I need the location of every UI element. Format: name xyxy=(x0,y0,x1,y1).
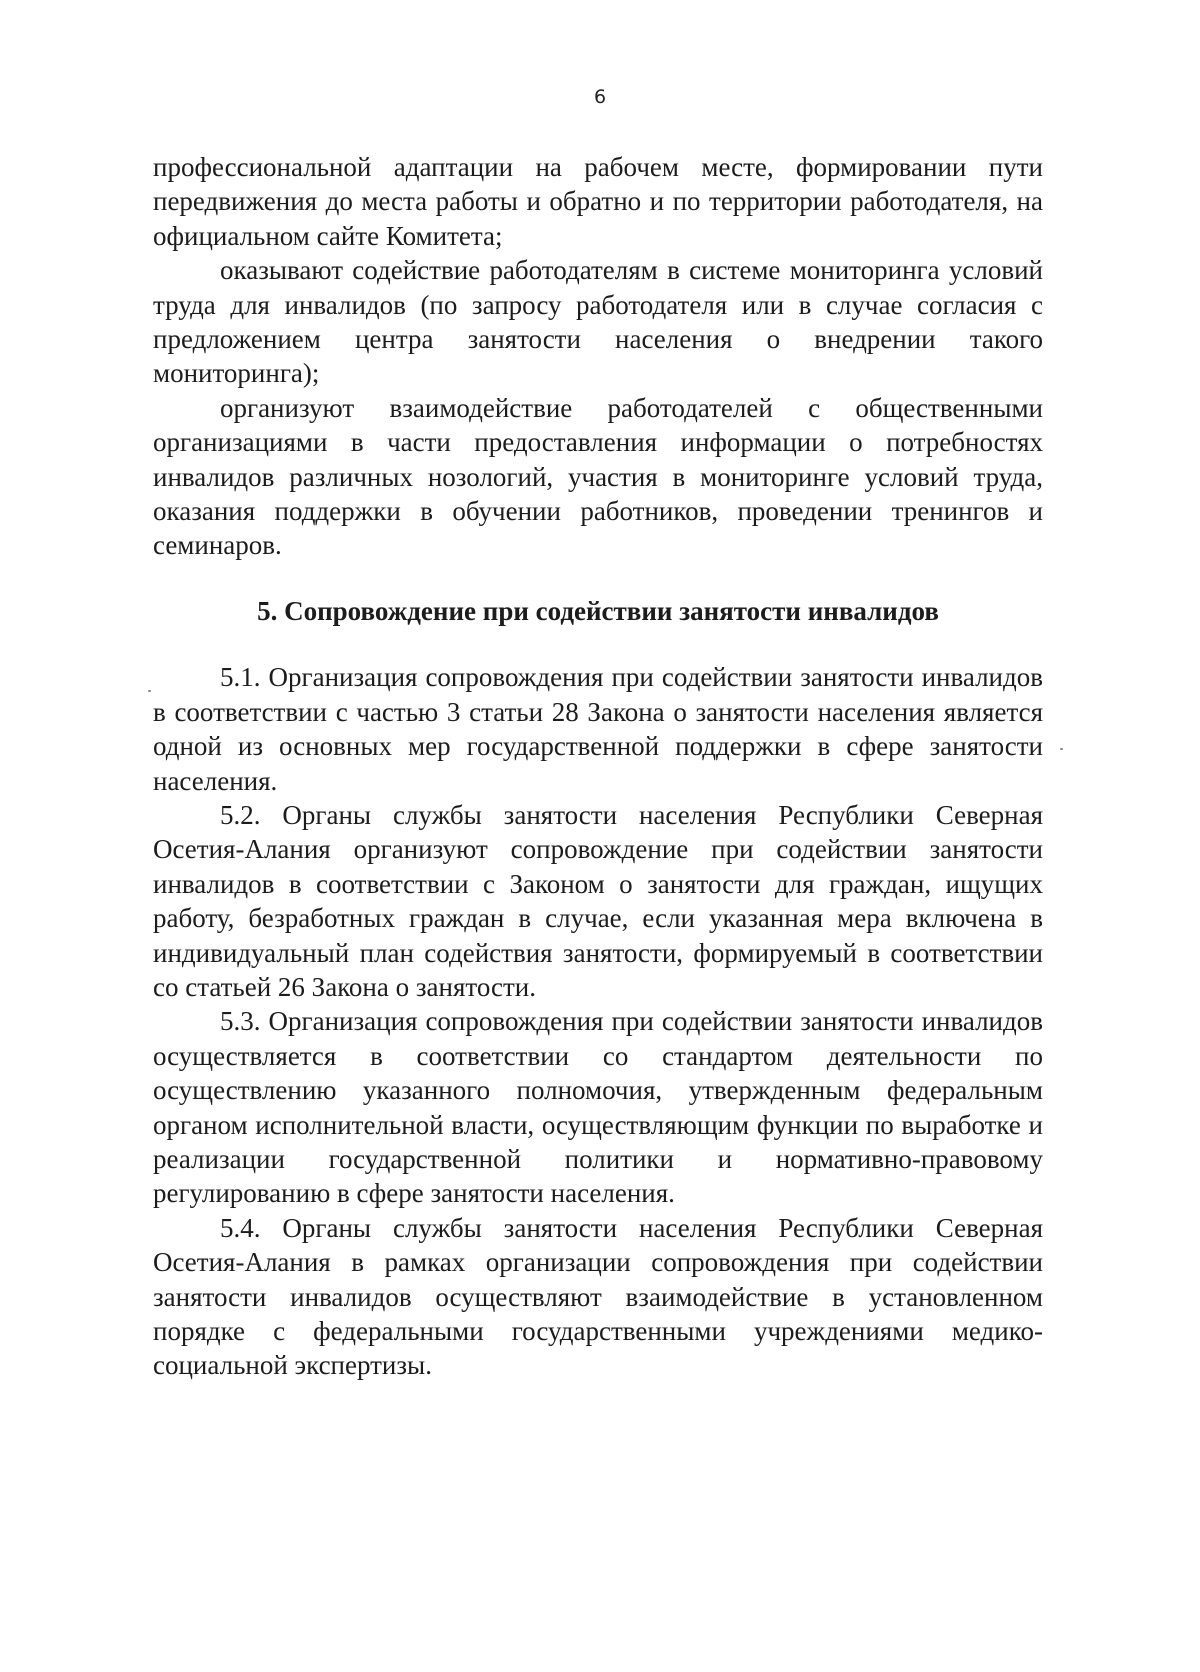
page-number: 6 xyxy=(593,86,607,108)
paragraph-monitoring-assistance: оказывают содействие работодателям в системе мониторинга условий труда для инвалидов (по запросу работодателя или в случае согласия с предложением центра занятости населения о внедрении такого мониторинга); xyxy=(153,255,1043,389)
paragraph-public-organizations: организуют взаимодействие работодателей с общественными организациями в части предоставления информации о потребностях инвалидов различных нозологий, участия в мониторинге условий труда, оказания поддержки в обучении работников, проведении тренингов и семинаров. xyxy=(153,392,1043,561)
document-body xyxy=(153,150,1043,1383)
paragraph-5-4: 5.4. Органы службы занятости населения Республики Северная Осетия-Алания в рамках организации сопровождения при содействии занятости инвалидов осуществляют взаимодействие в установленном порядке с федеральными государственными учреждениями медико-социальной экспертизы. xyxy=(153,1212,1043,1381)
scan-speck xyxy=(1060,748,1063,750)
paragraph-5-3: 5.3. Организация сопровождения при содействии занятости инвалидов осуществляется в соответствии со стандартом деятельности по осуществлению указанного полномочия, утвержденным федеральным органом исполнительной власти, осуществляющим функции по выработке и реализации государственной политики и нормативно-правовому регулированию в сфере занятости населения. xyxy=(153,1006,1043,1209)
section-heading: 5. Сопровождение при содействии занятости инвалидов xyxy=(257,595,939,626)
paragraph-continuation: профессиональной адаптации на рабочем месте, формировании пути передвижения до места работы и обратно и по территории работодателя, на официальном сайте Комитета; xyxy=(153,152,1043,251)
paragraph-5-1: 5.1. Организация сопровождения при содействии занятости инвалидов в соответствии с частью 3 статьи 28 Закона о занятости населения является одной из основных мер государственной поддержки в сфере занятости населения. xyxy=(153,662,1043,796)
paragraph-5-2: 5.2. Органы службы занятости населения Республики Северная Осетия-Алания организуют сопровождение при содействии занятости инвалидов в соответствии с Законом о занятости для граждан, ищущих работу, безработных граждан в случае, если указанная мера включена в индивидуальный план содействия занятости, формируемый в соответствии со статьей 26 Закона о занятости. xyxy=(153,799,1043,1002)
scan-speck xyxy=(148,690,151,692)
